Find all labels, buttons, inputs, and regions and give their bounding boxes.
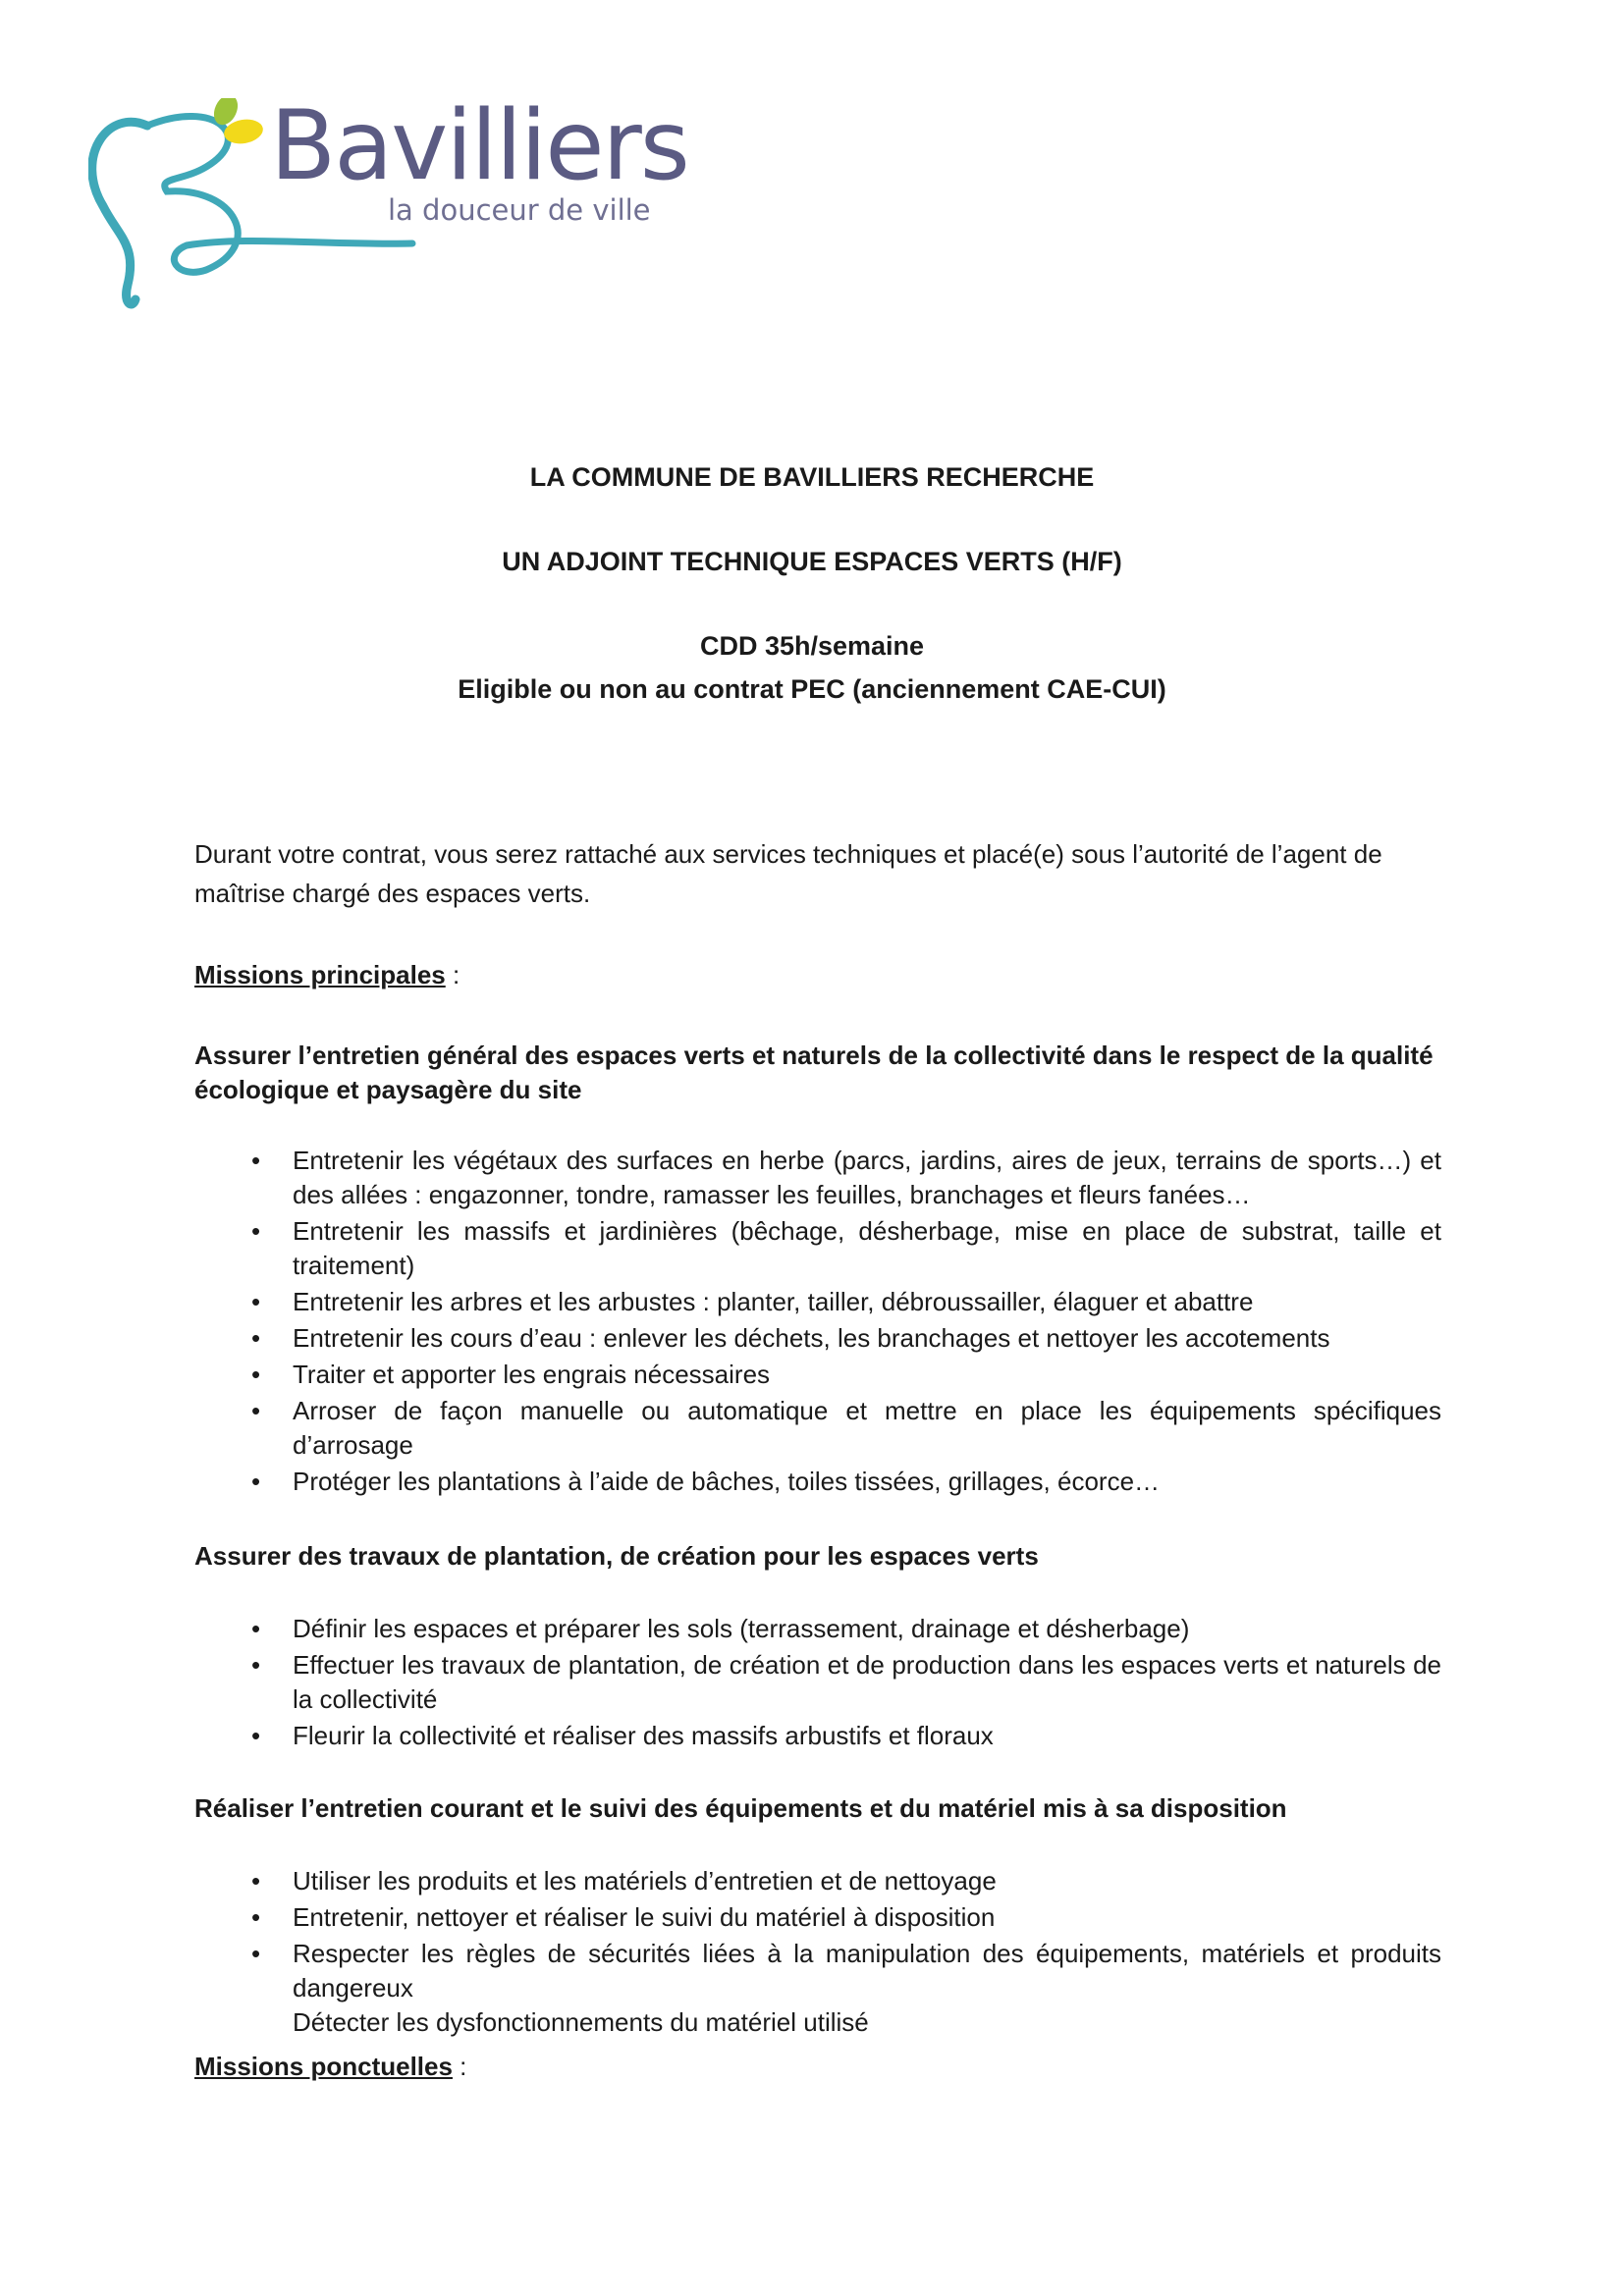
bullet-icon: • xyxy=(251,1146,261,1175)
bullet-icon: • xyxy=(251,1614,261,1643)
list-item-text: Arroser de façon manuelle ou automatique et mettre en place les équipements spécifiques d’arrosage xyxy=(293,1396,1441,1460)
list-item-text: Effectuer les travaux de plantation, de création et de production dans les espaces verts et naturels de la collectivité xyxy=(293,1650,1441,1714)
list-item xyxy=(194,1864,1441,1898)
missions-principales-colon: : xyxy=(445,960,460,989)
bullet-icon: • xyxy=(251,1866,261,1896)
missions-principales-label xyxy=(194,962,460,988)
missions-ponctuelles-label xyxy=(194,2054,466,2079)
list-item-text: Utiliser les produits et les matériels d’entretien et de nettoyage xyxy=(293,1866,997,1896)
list-item xyxy=(194,1214,1441,1283)
list-item-text: Détecter les dysfonctionnements du matériel utilisé xyxy=(293,2007,869,2037)
bavilliers-logo xyxy=(88,90,688,314)
list-item-text: Entretenir, nettoyer et réaliser le suivi du matériel à disposition xyxy=(293,1902,996,1932)
list-item-text: Entretenir les massifs et jardinières (bêchage, désherbage, mise en place de substrat, taille et traitement) xyxy=(293,1216,1441,1280)
list-item xyxy=(194,1612,1441,1646)
list-item xyxy=(194,1937,1441,2005)
list-item-text: Fleurir la collectivité et réaliser des massifs arbustifs et floraux xyxy=(293,1721,994,1750)
header-line-4: Eligible ou non au contrat PEC (anciennement CAE-CUI) xyxy=(458,674,1166,704)
bullet-icon: • xyxy=(251,1650,261,1680)
bullet-icon: • xyxy=(251,1216,261,1246)
missions-principales-text: Missions principales xyxy=(194,960,446,989)
missions-ponctuelles-text: Missions ponctuelles xyxy=(194,2052,453,2081)
header-line-1: LA COMMUNE DE BAVILLIERS RECHERCHE xyxy=(529,462,1095,492)
section-2-list xyxy=(194,1612,1441,1753)
list-item xyxy=(194,1285,1441,1319)
section-1-title: Assurer l’entretien général des espaces verts et naturels de la collectivité dans le respect de la qualité écologique et paysagère du site xyxy=(194,1041,1434,1104)
section-3-list xyxy=(194,1864,1441,2040)
list-item xyxy=(194,1394,1441,1463)
intro-paragraph: Durant votre contrat, vous serez rattaché aux services techniques et placé(e) sous l’autorité de l’agent de maîtrise chargé des espaces verts. xyxy=(194,839,1382,908)
bullet-icon: • xyxy=(251,1721,261,1750)
bullet-icon: • xyxy=(251,1902,261,1932)
logo-tagline: la douceur de ville xyxy=(388,193,651,227)
header-line-3: CDD 35h/semaine xyxy=(699,631,925,661)
list-item-text: Entretenir les végétaux des surfaces en herbe (parcs, jardins, aires de jeux, terrains de sports…) et des allées : engazonner, tondre, ramasser les feuilles, branchages et fleurs fanées… xyxy=(293,1146,1441,1209)
list-item xyxy=(194,1465,1441,1499)
list-item xyxy=(194,1358,1441,1392)
list-item-text: Définir les espaces et préparer les sols (terrassement, drainage et désherbage) xyxy=(293,1614,1190,1643)
header-line-2: UN ADJOINT TECHNIQUE ESPACES VERTS (H/F) xyxy=(502,547,1122,576)
list-item-text: Entretenir les cours d’eau : enlever les déchets, les branchages et nettoyer les accotements xyxy=(293,1323,1330,1353)
list-item xyxy=(194,1321,1441,1356)
list-item xyxy=(194,1144,1441,1212)
list-item-text: Respecter les règles de sécurités liées à la manipulation des équipements, matériels et produits dangereux xyxy=(293,1939,1441,2002)
section-3-title: Réaliser l’entretien courant et le suivi des équipements et du matériel mis à sa disposition xyxy=(194,1793,1287,1823)
list-item xyxy=(194,2005,1441,2040)
list-item-text: Protéger les plantations à l’aide de bâches, toiles tissées, grillages, écorce… xyxy=(293,1467,1161,1496)
list-item-text: Entretenir les arbres et les arbustes : planter, tailler, débroussailler, élaguer et abattre xyxy=(293,1287,1254,1316)
bullet-icon: • xyxy=(251,1360,261,1389)
list-item xyxy=(194,1648,1441,1717)
list-item-text: Traiter et apporter les engrais nécessaires xyxy=(293,1360,771,1389)
list-item xyxy=(194,1719,1441,1753)
logo-name: Bavilliers xyxy=(270,90,688,202)
bullet-icon: • xyxy=(251,1939,261,1968)
missions-ponctuelles-colon: : xyxy=(452,2052,467,2081)
bullet-icon: • xyxy=(251,1396,261,1425)
section-2-title: Assurer des travaux de plantation, de création pour les espaces verts xyxy=(194,1541,1039,1571)
bullet-icon: • xyxy=(251,1287,261,1316)
section-1-list xyxy=(194,1144,1441,1499)
bullet-icon: • xyxy=(251,1467,261,1496)
list-item xyxy=(194,1900,1441,1935)
bullet-icon: • xyxy=(251,1323,261,1353)
